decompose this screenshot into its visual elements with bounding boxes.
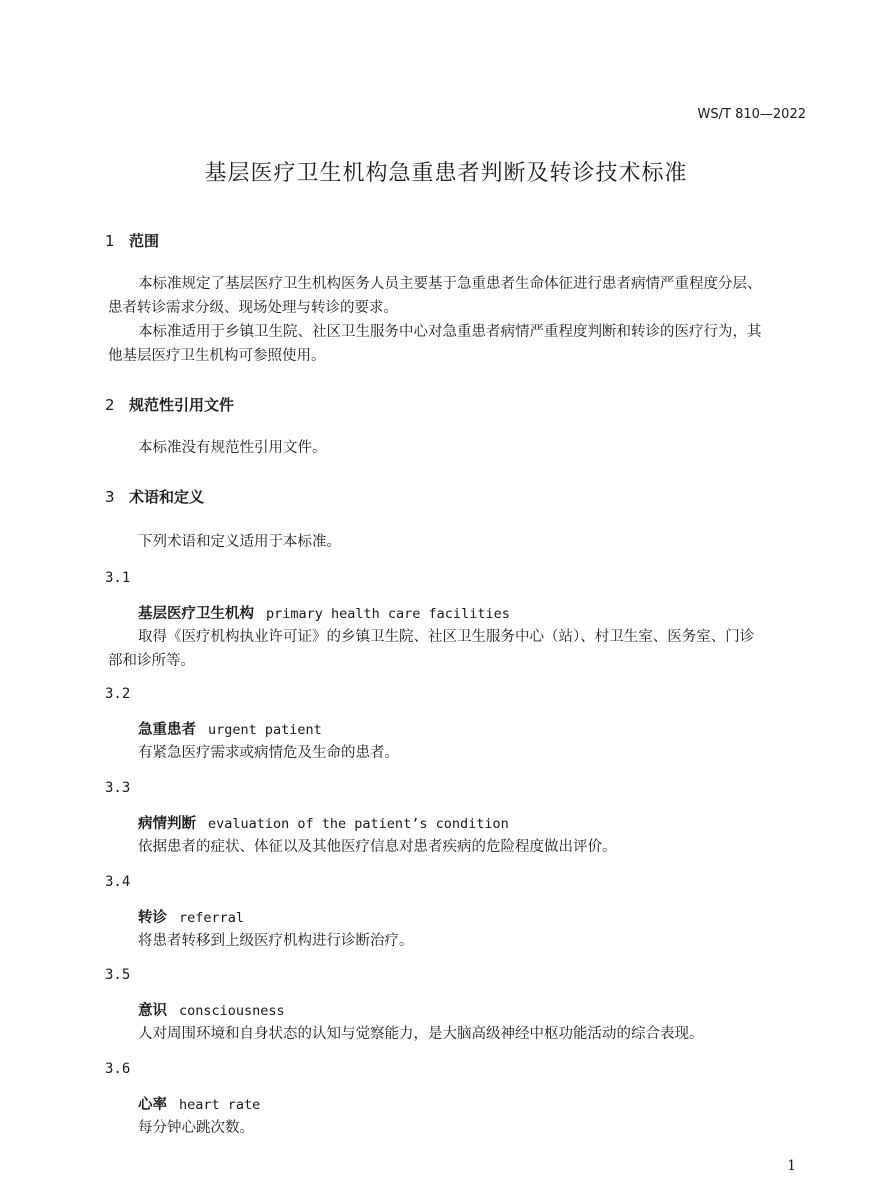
standard-code: WS/T 810—2022 — [697, 107, 806, 122]
definition-line: 将患者转移到上级医疗机构进行诊断治疗。 — [138, 933, 414, 949]
term-chinese: 基层医疗卫生机构 — [138, 606, 254, 622]
clause-number: 3.2 — [105, 686, 131, 702]
term-english: evaluation of the patient’s condition — [208, 816, 509, 832]
paragraph-line: 本标准规定了基层医疗卫生机构医务人员主要基于急重患者生命体征进行患者病情严重程度分层、 — [138, 276, 762, 292]
section-title: 规范性引用文件 — [129, 396, 235, 414]
clause-number: 3.4 — [105, 874, 131, 890]
term-entry — [138, 812, 509, 833]
page-number: 1 — [787, 1158, 796, 1174]
paragraph-line: 他基层医疗卫生机构可参照使用。 — [108, 348, 326, 364]
paragraph-line: 本标准适用于乡镇卫生院、社区卫生服务中心对急重患者病情严重程度判断和转诊的医疗行为，其 — [138, 324, 762, 340]
section-number: 2 — [105, 396, 115, 414]
clause-number: 3.6 — [105, 1061, 131, 1077]
term-entry — [138, 718, 322, 739]
section-title: 术语和定义 — [129, 488, 205, 506]
term-entry — [138, 1093, 260, 1114]
term-chinese: 急重患者 — [138, 722, 196, 738]
term-chinese: 转诊 — [138, 910, 167, 926]
term-entry — [138, 906, 244, 927]
clause-number: 3.5 — [105, 967, 131, 983]
term-english: heart rate — [179, 1097, 261, 1113]
definition-line: 取得《医疗机构执业许可证》的乡镇卫生院、社区卫生服务中心（站）、村卫生室、医务室、门诊 — [138, 629, 755, 645]
definition-line: 人对周围环境和自身状态的认知与觉察能力，是大脑高级神经中枢功能活动的综合表现。 — [138, 1026, 704, 1042]
document-title: 基层医疗卫生机构急重患者判断及转诊技术标准 — [204, 161, 688, 186]
paragraph-line: 患者转诊需求分级、现场处理与转诊的要求。 — [108, 300, 398, 316]
clause-number: 3.1 — [105, 570, 131, 586]
term-english: referral — [179, 910, 245, 926]
definition-line: 依据患者的症状、体征以及其他医疗信息对患者疾病的危险程度做出评价。 — [138, 839, 617, 855]
term-english: urgent patient — [208, 722, 322, 738]
section-heading-normative-references — [105, 394, 234, 415]
section-heading-terms — [105, 486, 204, 507]
definition-line: 有紧急医疗需求或病情危及生命的患者。 — [138, 745, 399, 761]
definition-line: 部和诊所等。 — [108, 653, 195, 669]
term-entry — [138, 602, 510, 623]
section-heading-scope — [105, 230, 159, 251]
section-title: 范围 — [129, 232, 160, 250]
paragraph-line: 下列术语和定义适用于本标准。 — [138, 534, 341, 550]
term-english: consciousness — [179, 1003, 285, 1019]
term-entry — [138, 999, 285, 1020]
clause-number: 3.3 — [105, 780, 131, 796]
term-chinese: 意识 — [138, 1003, 167, 1019]
term-chinese: 病情判断 — [138, 816, 196, 832]
section-number: 1 — [105, 232, 115, 250]
definition-line: 每分钟心跳次数。 — [138, 1120, 254, 1136]
term-english: primary health care facilities — [266, 606, 510, 622]
term-chinese: 心率 — [138, 1097, 167, 1113]
section-number: 3 — [105, 488, 115, 506]
paragraph-line: 本标准没有规范性引用文件。 — [138, 440, 327, 456]
